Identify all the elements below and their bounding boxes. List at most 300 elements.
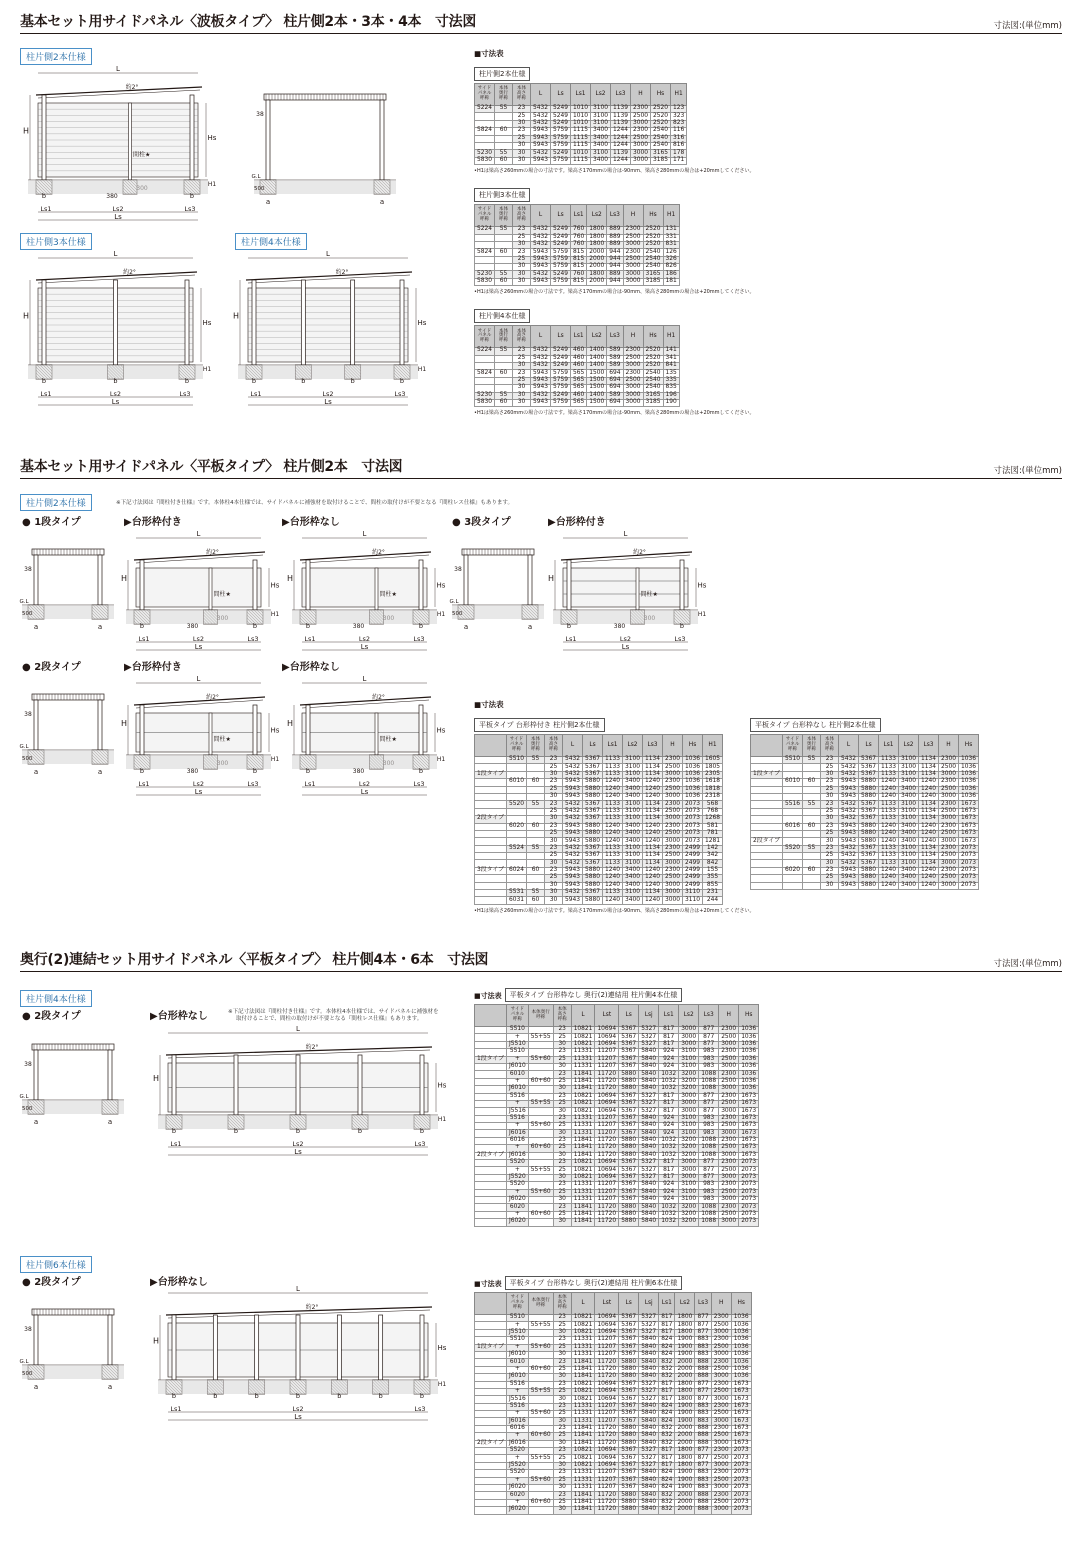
table-cell: 5840 bbox=[639, 1425, 659, 1432]
table-cell: 11207 bbox=[595, 1411, 619, 1418]
table-cell: 1673 bbox=[739, 1145, 759, 1152]
post bbox=[419, 705, 423, 755]
table-cell: 2300 bbox=[623, 348, 643, 355]
table-cell: 3000 bbox=[711, 1396, 731, 1403]
table-cell bbox=[528, 1418, 553, 1425]
table-cell: 1240 bbox=[879, 830, 899, 837]
table-cell: 1010 bbox=[571, 150, 591, 157]
table-header-cell: サイドパネル呼称 bbox=[783, 735, 803, 757]
table-cell: 1673 bbox=[731, 1418, 751, 1425]
table-header-cell: Ls3 bbox=[607, 205, 623, 227]
table-cell: 23 bbox=[553, 1425, 571, 1432]
table-cell: 877 bbox=[695, 1381, 711, 1388]
post bbox=[567, 560, 571, 610]
table-cell: 23 bbox=[553, 1071, 571, 1078]
table-cell: 1088 bbox=[699, 1078, 719, 1085]
label-with-frame: ▶台形枠付き bbox=[124, 662, 182, 673]
table-cell: 5367 bbox=[619, 1396, 639, 1403]
table-cell: 1段タイプ bbox=[475, 1344, 507, 1351]
table-cell: 565 bbox=[571, 385, 587, 392]
table-caption-row bbox=[474, 988, 759, 1004]
table-cell: J6010 bbox=[507, 1086, 529, 1093]
table-cell: 11331 bbox=[571, 1477, 595, 1484]
table-cell: 1段タイプ bbox=[751, 771, 783, 778]
table-cell: 196 bbox=[663, 392, 679, 399]
table-cell: 11331 bbox=[571, 1418, 595, 1425]
table-cell: 5249 bbox=[551, 106, 571, 113]
table-cell: 5840 bbox=[639, 1477, 659, 1484]
table-cell: 1010 bbox=[571, 120, 591, 127]
table-cell: 10694 bbox=[595, 1041, 619, 1048]
table-cell: 11841 bbox=[571, 1425, 595, 1432]
table-cell: 2300 bbox=[711, 1315, 731, 1322]
table-cell: 2520 bbox=[651, 120, 671, 127]
table-cell: J6016 bbox=[507, 1152, 529, 1159]
table-cell: 1036 bbox=[731, 1329, 751, 1336]
table-cell: 3100 bbox=[679, 1196, 699, 1203]
table-cell: 1036 bbox=[959, 779, 979, 786]
table-cell: 2520 bbox=[643, 355, 663, 362]
table-block bbox=[474, 303, 755, 416]
table-cell bbox=[475, 1027, 507, 1034]
table-cell: 826 bbox=[663, 264, 679, 271]
table-cell: 30 bbox=[513, 241, 531, 248]
table-row bbox=[475, 1315, 752, 1322]
table-cell: 25 bbox=[545, 808, 563, 815]
table-cell: 5880 bbox=[859, 867, 879, 874]
ground-band bbox=[254, 180, 396, 194]
table-cell: 23 bbox=[553, 1204, 571, 1211]
table-cell: 2540 bbox=[651, 135, 671, 142]
table-cell: 1240 bbox=[879, 882, 899, 889]
table-cell: 1088 bbox=[699, 1219, 719, 1226]
table-cell bbox=[475, 1137, 507, 1144]
dim-500: 500 bbox=[22, 1106, 33, 1112]
table-cell: 1032 bbox=[659, 1204, 679, 1211]
table-cell: 5840 bbox=[639, 1344, 659, 1351]
table-header-cell: サイドパネル呼称 bbox=[507, 1293, 529, 1315]
table-cell: 23 bbox=[545, 845, 563, 852]
table-cell: 1133 bbox=[879, 771, 899, 778]
table-cell: 23 bbox=[553, 1381, 571, 1388]
table-cell: 5432 bbox=[563, 764, 583, 771]
table-cell: 5367 bbox=[859, 757, 879, 764]
table-cell: 824 bbox=[659, 1470, 675, 1477]
table-cell bbox=[783, 830, 803, 837]
table-row bbox=[751, 757, 979, 764]
post bbox=[306, 560, 310, 610]
table-cell: 5840 bbox=[639, 1411, 659, 1418]
dim-b: b bbox=[184, 377, 190, 385]
table-cell: 2305 bbox=[703, 771, 723, 778]
table-cell: 1240 bbox=[603, 838, 623, 845]
table-header-cell: Ls1 bbox=[659, 1005, 679, 1027]
dim-L: L bbox=[623, 530, 628, 538]
table-header-cell: L bbox=[531, 326, 551, 348]
post bbox=[464, 555, 468, 605]
table-cell: 55 bbox=[803, 801, 821, 808]
post bbox=[172, 1055, 176, 1115]
table-cell: 60 bbox=[527, 823, 545, 830]
flat-tables bbox=[474, 699, 755, 914]
table-cell bbox=[495, 135, 513, 142]
table-row bbox=[475, 106, 687, 113]
table-cell: 5524 bbox=[507, 845, 527, 852]
table-cell: 2500 bbox=[711, 1411, 731, 1418]
table-cell: 25 bbox=[545, 853, 563, 860]
table-cell: 23 bbox=[553, 1359, 571, 1366]
spec-tag-6posts: 柱片側6本仕様 bbox=[20, 1256, 92, 1273]
table-header-row bbox=[475, 1005, 759, 1027]
table-cell: 231 bbox=[703, 890, 723, 897]
table-cell: 694 bbox=[607, 399, 623, 406]
table-cell: 1134 bbox=[919, 808, 939, 815]
table-cell: 5520 bbox=[507, 1160, 529, 1167]
table-cell: 55+55 bbox=[528, 1034, 553, 1041]
post bbox=[358, 1055, 362, 1115]
table-cell: 1134 bbox=[919, 801, 939, 808]
dim-Ls2: Ls2 bbox=[358, 780, 371, 788]
table-cell bbox=[475, 1366, 507, 1373]
table-cell: 2段タイプ bbox=[475, 1152, 507, 1159]
table-cell: 883 bbox=[695, 1344, 711, 1351]
dim-380: 380 bbox=[106, 193, 118, 200]
table-cell: 60 bbox=[495, 278, 513, 285]
table-cell: 10694 bbox=[595, 1160, 619, 1167]
table-cell: 589 bbox=[607, 355, 623, 362]
table-cell: 3100 bbox=[591, 113, 611, 120]
table-cell: 5327 bbox=[639, 1167, 659, 1174]
table-header-cell: Ls1 bbox=[603, 735, 623, 757]
table-cell: 11207 bbox=[595, 1344, 619, 1351]
table-cell bbox=[528, 1086, 553, 1093]
table-cell: 2073 bbox=[959, 875, 979, 882]
dim-L: L bbox=[296, 1025, 300, 1033]
table-cell: 5943 bbox=[839, 779, 859, 786]
diagram-conn6-side bbox=[150, 1285, 450, 1425]
table-cell: 3000 bbox=[663, 890, 683, 897]
table-cell: 5367 bbox=[619, 1418, 639, 1425]
table-cell: 10694 bbox=[595, 1315, 619, 1322]
table-cell: 5880 bbox=[859, 779, 879, 786]
table-cell: 1036 bbox=[739, 1034, 759, 1041]
table-cell: 5249 bbox=[551, 355, 571, 362]
table-cell: 30 bbox=[553, 1351, 571, 1358]
table-cell bbox=[475, 1160, 507, 1167]
table-cell: 11331 bbox=[571, 1411, 595, 1418]
table-cell bbox=[475, 786, 507, 793]
table-cell bbox=[475, 1315, 507, 1322]
table-header-row bbox=[475, 326, 680, 348]
table-cell: 5943 bbox=[839, 830, 859, 837]
dim-H1: H1 bbox=[697, 611, 707, 618]
table-cell: 5367 bbox=[619, 1049, 639, 1056]
dim-38: 38 bbox=[24, 1061, 32, 1068]
table-cell: 877 bbox=[699, 1167, 719, 1174]
slope-label: 約2° bbox=[633, 549, 646, 556]
table-cell bbox=[528, 1337, 553, 1344]
dim-Ls1: Ls1 bbox=[250, 390, 262, 398]
table-cell bbox=[803, 830, 821, 837]
table-cell: 3000 bbox=[663, 860, 683, 867]
table-cell: 1134 bbox=[919, 860, 939, 867]
slope-label: 約2° bbox=[372, 694, 385, 701]
table-cell: 23 bbox=[513, 348, 531, 355]
table-cell: 983 bbox=[699, 1189, 719, 1196]
dim-Ls: Ls bbox=[360, 788, 369, 796]
diagram-flat-3tier-frame bbox=[545, 530, 710, 655]
table-row bbox=[475, 757, 723, 764]
table-cell: 5224 bbox=[475, 227, 495, 234]
table-cell: 983 bbox=[699, 1196, 719, 1203]
table-cell: 817 bbox=[659, 1462, 675, 1469]
table-cell: J6020 bbox=[507, 1219, 529, 1226]
table-cell: 55+55 bbox=[528, 1322, 553, 1329]
table-row bbox=[475, 1196, 759, 1203]
table-cell: 5840 bbox=[639, 1196, 659, 1203]
table-header-cell: H1 bbox=[663, 205, 679, 227]
post bbox=[34, 1050, 38, 1100]
table-cell: 23 bbox=[553, 1027, 571, 1034]
table-cell: + bbox=[507, 1145, 529, 1152]
table-cell: 11841 bbox=[571, 1204, 595, 1211]
table-cell: 25 bbox=[545, 786, 563, 793]
table-cell: 2500 bbox=[711, 1499, 731, 1506]
table-cell: 25 bbox=[821, 830, 839, 837]
table-cell bbox=[528, 1396, 553, 1403]
table-cell: 5432 bbox=[839, 816, 859, 823]
dim-a: a bbox=[33, 623, 39, 631]
table-cell: 1036 bbox=[731, 1337, 751, 1344]
table-cell: 2499 bbox=[683, 845, 703, 852]
table-cell: 5249 bbox=[551, 227, 571, 234]
table-cell: 5824 bbox=[475, 128, 495, 135]
table-cell: 924 bbox=[659, 1049, 679, 1056]
table-cell bbox=[803, 793, 821, 800]
dim-Hs: Hs bbox=[437, 1081, 447, 1090]
diagram-flat-2tier-front bbox=[18, 680, 118, 780]
table-cell bbox=[783, 764, 803, 771]
table-cell: 5880 bbox=[619, 1078, 639, 1085]
table-header-cell: 本体高さ呼称 bbox=[553, 1293, 571, 1315]
table-cell: 5327 bbox=[639, 1455, 659, 1462]
table-cell: 5880 bbox=[583, 830, 603, 837]
table-row bbox=[475, 399, 680, 406]
table-cell bbox=[751, 830, 783, 837]
table-cell: 5840 bbox=[639, 1492, 659, 1499]
table-cell: 2500 bbox=[711, 1322, 731, 1329]
table-cell: 2500 bbox=[719, 1034, 739, 1041]
table-cell: 5880 bbox=[583, 786, 603, 793]
table-cell: J6010 bbox=[507, 1063, 529, 1070]
table-cell: 3100 bbox=[899, 764, 919, 771]
table-cell: 23 bbox=[513, 106, 531, 113]
table-cell: 5432 bbox=[563, 853, 583, 860]
table-cell: 10694 bbox=[595, 1167, 619, 1174]
section-header bbox=[20, 12, 1062, 34]
table-cell: 1673 bbox=[731, 1381, 751, 1388]
table-cell: 3100 bbox=[623, 845, 643, 852]
table-cell bbox=[528, 1507, 553, 1514]
table-cell: 1133 bbox=[879, 764, 899, 771]
table-cell: 5880 bbox=[583, 882, 603, 889]
table-cell: 11331 bbox=[571, 1056, 595, 1063]
table-cell: 186 bbox=[663, 271, 679, 278]
table-header-cell: Lsj bbox=[639, 1005, 659, 1027]
table-cell: 855 bbox=[703, 882, 723, 889]
table-cell bbox=[507, 875, 527, 882]
table-cell: 1244 bbox=[611, 142, 631, 149]
table-cell: 1400 bbox=[587, 355, 607, 362]
post bbox=[296, 1315, 300, 1380]
table-cell bbox=[475, 385, 495, 392]
table-cell: 30 bbox=[545, 860, 563, 867]
table-header-cell: H bbox=[719, 1005, 739, 1027]
table-cell: 5432 bbox=[839, 808, 859, 815]
table-cell: 1036 bbox=[739, 1049, 759, 1056]
table-cell bbox=[751, 801, 783, 808]
table-cell: 2073 bbox=[731, 1462, 751, 1469]
table-cell bbox=[527, 853, 545, 860]
table-cell bbox=[528, 1462, 553, 1469]
table-row bbox=[475, 241, 680, 248]
table-header-cell: Ls bbox=[551, 84, 571, 106]
table-cell: 5840 bbox=[639, 1152, 659, 1159]
table-cell: J6020 bbox=[507, 1484, 529, 1491]
table-cell: 2073 bbox=[683, 830, 703, 837]
table-header-cell: Hs bbox=[643, 326, 663, 348]
table-cell: 10821 bbox=[571, 1448, 595, 1455]
table-cell: 877 bbox=[699, 1093, 719, 1100]
table-cell: 2520 bbox=[651, 113, 671, 120]
post bbox=[42, 280, 46, 365]
table-cell: 2500 bbox=[719, 1167, 739, 1174]
table-cell: 1088 bbox=[699, 1152, 719, 1159]
table-cell: 2500 bbox=[939, 764, 959, 771]
table-cell: 10694 bbox=[595, 1462, 619, 1469]
table-cell: 55 bbox=[495, 348, 513, 355]
table-cell: 23 bbox=[553, 1337, 571, 1344]
dim-a: a bbox=[265, 198, 271, 206]
dim-b: b bbox=[337, 1392, 342, 1400]
dim-b: b bbox=[418, 767, 424, 775]
table-cell: 5327 bbox=[639, 1315, 659, 1322]
table-cell: 11207 bbox=[595, 1470, 619, 1477]
table-cell: 2000 bbox=[587, 249, 607, 256]
table-cell: 23 bbox=[545, 779, 563, 786]
table-cell: 2073 bbox=[731, 1499, 751, 1506]
table-cell: 1段タイプ bbox=[475, 1056, 507, 1063]
table-cell: 1900 bbox=[675, 1337, 695, 1344]
table-cell: 1088 bbox=[699, 1145, 719, 1152]
table-cell bbox=[475, 1388, 507, 1395]
table-cell: 5824 bbox=[475, 249, 495, 256]
table-cell: 3000 bbox=[711, 1418, 731, 1425]
table-cell: 1088 bbox=[699, 1211, 719, 1218]
table-cell: 30 bbox=[553, 1130, 571, 1137]
dim-b: b bbox=[252, 622, 258, 630]
table-cell: 694 bbox=[607, 385, 623, 392]
post bbox=[34, 700, 38, 750]
table-cell: 1800 bbox=[675, 1322, 695, 1329]
table-cell: 5432 bbox=[563, 816, 583, 823]
table-row bbox=[475, 830, 723, 837]
table-cell: 5367 bbox=[619, 1100, 639, 1107]
table-block bbox=[474, 712, 755, 914]
table-cell: 11207 bbox=[595, 1115, 619, 1122]
table-row bbox=[475, 1219, 759, 1226]
table-cell: 5880 bbox=[619, 1086, 639, 1093]
table-cell: 2499 bbox=[683, 860, 703, 867]
table-cell: 23 bbox=[821, 801, 839, 808]
label-type2: ● 2段タイプ bbox=[22, 662, 81, 673]
table-cell: 1115 bbox=[571, 135, 591, 142]
table-cell: 11841 bbox=[571, 1507, 595, 1514]
table-cell: 5880 bbox=[583, 793, 603, 800]
table-cell: 944 bbox=[607, 278, 623, 285]
table-cell: J6010 bbox=[507, 1351, 529, 1358]
table-cell: 5367 bbox=[583, 771, 603, 778]
table-header-cell bbox=[475, 735, 507, 757]
table-cell: 1133 bbox=[603, 771, 623, 778]
table-row bbox=[475, 1049, 759, 1056]
table-cell: 25 bbox=[821, 808, 839, 815]
table-cell bbox=[475, 256, 495, 263]
table-cell bbox=[475, 1425, 507, 1432]
table-cell: 55+60 bbox=[528, 1189, 553, 1196]
table-cell: 23 bbox=[545, 757, 563, 764]
table-cell: 983 bbox=[699, 1049, 719, 1056]
table-cell bbox=[475, 1100, 507, 1107]
label-no-frame: ▶台形枠なし bbox=[150, 1277, 208, 1288]
spec-tag-3posts: 柱片側3本仕様 bbox=[20, 233, 92, 250]
table-cell: 11331 bbox=[571, 1344, 595, 1351]
table-cell bbox=[528, 1351, 553, 1358]
diagram-flat-1tier-front bbox=[18, 535, 118, 635]
table-cell: 323 bbox=[671, 113, 687, 120]
table-cell: 817 bbox=[659, 1160, 679, 1167]
table-cell: 1268 bbox=[703, 816, 723, 823]
table-cell bbox=[528, 1470, 553, 1477]
table-cell: 2520 bbox=[643, 363, 663, 370]
table-cell: 888 bbox=[695, 1366, 711, 1373]
table-cell: 2000 bbox=[675, 1507, 695, 1514]
table-cell: 126 bbox=[663, 249, 679, 256]
table-cell: 5367 bbox=[583, 801, 603, 808]
table-cell: 5327 bbox=[639, 1448, 659, 1455]
table-cell: 23 bbox=[553, 1315, 571, 1322]
table-cell: 889 bbox=[607, 241, 623, 248]
table-cell: 1240 bbox=[879, 823, 899, 830]
table-cell: 5830 bbox=[475, 399, 495, 406]
table-cell: 2段タイプ bbox=[751, 838, 783, 845]
dim-Ls2: Ls2 bbox=[292, 1140, 304, 1148]
dim-Ls3: Ls3 bbox=[184, 205, 196, 213]
table-cell: J6016 bbox=[507, 1130, 529, 1137]
table-cell: 1240 bbox=[603, 779, 623, 786]
table-cell: 3110 bbox=[683, 897, 703, 904]
ground-band bbox=[22, 750, 114, 764]
table-cell: 5510 bbox=[507, 1027, 529, 1034]
table-cell: 1032 bbox=[659, 1145, 679, 1152]
table-cell: 5840 bbox=[639, 1440, 659, 1447]
table-cell: 5432 bbox=[531, 234, 551, 241]
table-cell: 1032 bbox=[659, 1152, 679, 1159]
table-cell: 30 bbox=[553, 1374, 571, 1381]
table-cell: 2073 bbox=[731, 1448, 751, 1455]
table-cell: 3400 bbox=[899, 830, 919, 837]
dim-b: b bbox=[139, 767, 145, 775]
